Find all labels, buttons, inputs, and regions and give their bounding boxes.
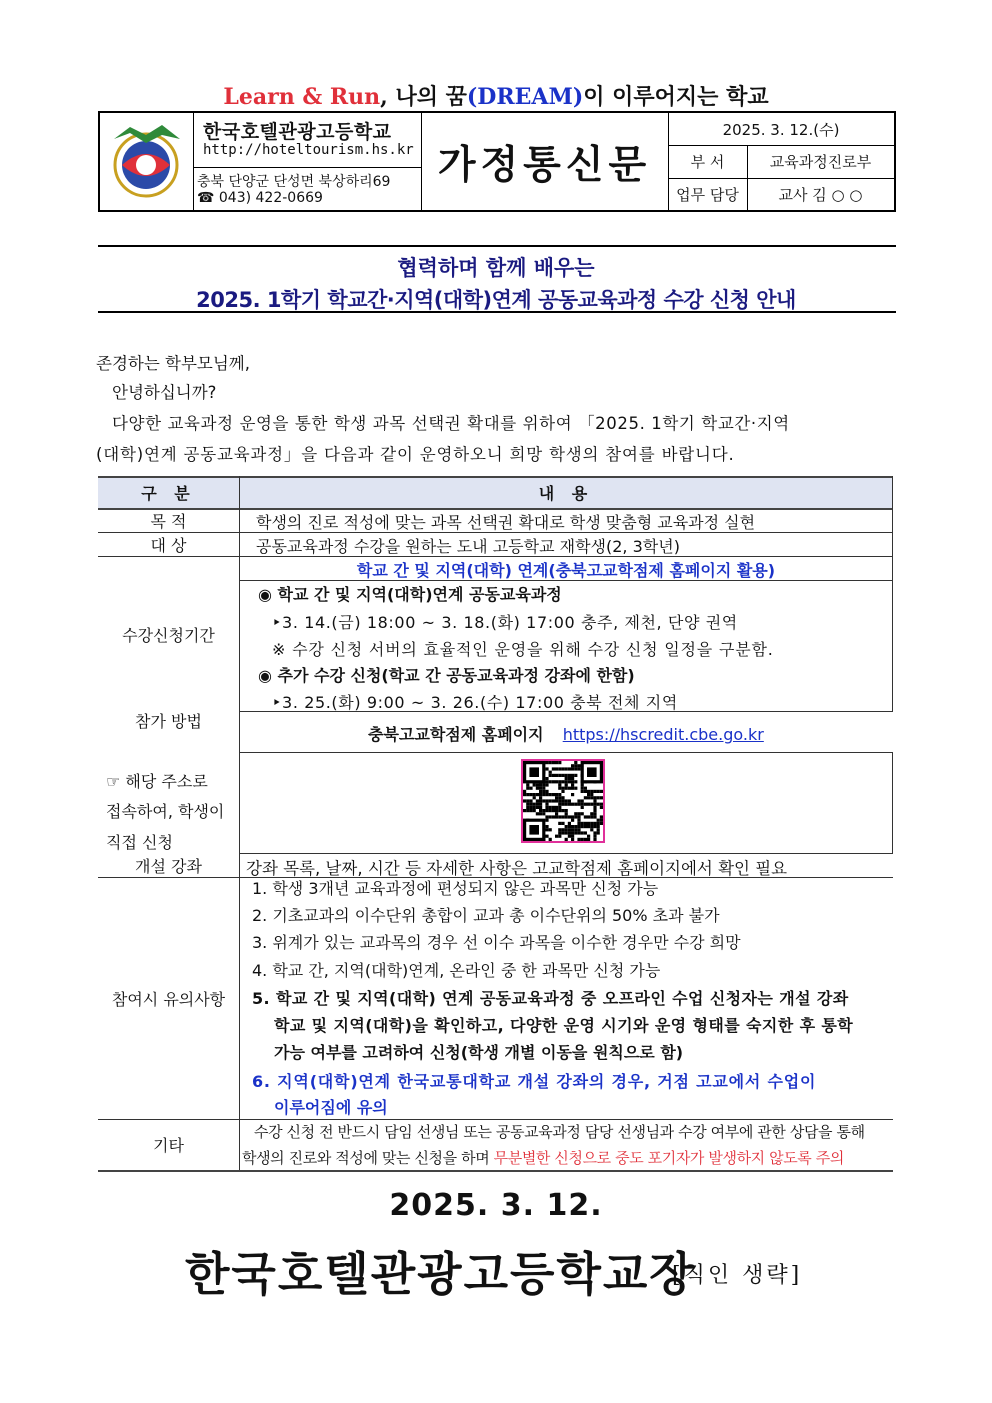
- school-info-cell: [193, 113, 422, 210]
- period-item2-detail: ‣3. 25.(화) 9:00 ~ 3. 26.(수) 17:00 충북 전체 지역: [272, 693, 678, 712]
- staff-value: 교사 김 ○ ○: [778, 185, 863, 204]
- intro-body-line1: 다양한 교육과정 운영을 통한 학생 과목 선택권 확대를 위하여 「2025. 1학기 학교간·지역: [112, 414, 790, 433]
- school-motto: [0, 80, 992, 111]
- method-note-line1: ☞ 해당 주소로: [106, 771, 208, 791]
- period-item2: ◉ 추가 수강 신청(학교 간 공동교육과정 강좌에 한함): [258, 666, 635, 685]
- col-header-category: 구 분: [141, 484, 196, 503]
- note-item: 3. 위계가 있는 교과목의 경우 선 이수 과목을 이수한 경우만 수강 희망: [252, 933, 741, 952]
- school-address: 충북 단양군 단성면 북상하리69: [197, 174, 391, 190]
- target-label: 대 상: [150, 535, 187, 555]
- table-bottom-border: [98, 1170, 893, 1172]
- dept-row: [668, 145, 894, 179]
- dept-label: 부 서: [668, 145, 748, 178]
- row-divider: [239, 853, 893, 854]
- note-item-6-line1: 6. 지역(대학)연계 한국교통대학교 개설 강좌의 경우, 거점 고교에서 수업이: [252, 1072, 817, 1091]
- doc-date: 2025. 3. 12.(수): [668, 113, 894, 146]
- purpose-value: 학생의 진로 적성에 맞는 과목 선택권 확대로 학생 맞춤형 교육과정 실현: [256, 513, 756, 532]
- course-value: 강좌 목록, 날짜, 시간 등 자세한 사항은 고교학점제 홈페이지에서 확인 필요: [246, 859, 788, 878]
- footer-date: 2025. 3. 12.: [389, 1188, 603, 1223]
- note-item-6-line2: 이루어짐에 유의: [274, 1098, 388, 1117]
- doc-title: 가정통신문: [437, 142, 652, 188]
- method-note-line2: 접속하여, 학생이: [106, 801, 225, 821]
- staff-row: [668, 178, 894, 210]
- motto-learn-run: Learn & Run: [223, 84, 381, 110]
- method-site-name: 충북고교학점제 홈페이지: [368, 725, 544, 744]
- target-value: 공동교육과정 수강을 원하는 도내 고등학교 재학생(2, 3학년): [256, 537, 680, 556]
- headline-line2: 2025. 1학기 학교간·지역(대학)연계 공동교육과정 수강 신청 안내: [196, 288, 796, 312]
- etc-line2-plain: 학생의 진로와 적성에 맞는 신청을 하며: [242, 1149, 494, 1167]
- col-divider: [239, 877, 240, 1170]
- purpose-label: 목 적: [150, 511, 187, 531]
- headline-top-rule: [98, 245, 896, 247]
- notes-label: 참여시 유의사항: [111, 989, 226, 1009]
- principal-name: 한국호텔관광고등학교장: [185, 1247, 696, 1301]
- letter-header: [98, 111, 896, 212]
- headline-bottom-rule: [98, 311, 896, 313]
- period-item1-detail: ‣3. 14.(금) 18:00 ~ 3. 18.(화) 17:00 충주, 제천, 단양 권역: [272, 613, 738, 632]
- etc-warning: 무분별한 신청으로 중도 포기자가 발생하지 않도록 주의: [493, 1149, 844, 1167]
- etc-line2: [242, 1147, 896, 1168]
- school-logo-cell: [100, 113, 194, 210]
- course-label: 개설 강좌: [135, 856, 202, 876]
- etc-label: 기타: [153, 1136, 184, 1155]
- method-site-link[interactable]: https://hscredit.cbe.go.kr: [562, 725, 764, 744]
- method-label: 참가 방법: [135, 711, 202, 731]
- school-phone: ☎ 043) 422-0669: [197, 190, 323, 206]
- method-site: [368, 722, 992, 745]
- intro-greeting: 존경하는 학부모님께,: [96, 354, 250, 373]
- school-name: 한국호텔관광고등학교: [203, 121, 392, 143]
- motto-dream: (DREAM): [466, 84, 584, 110]
- headline-line1: 협력하며 함께 배우는: [397, 256, 595, 280]
- school-url-link[interactable]: http://hoteltourism.hs.kr: [203, 142, 414, 158]
- note-item: 4. 학교 간, 지역(대학)연계, 온라인 중 한 과목만 신청 가능: [252, 961, 661, 980]
- note-item: 1. 학생 3개년 교육과정에 편성되지 않은 과목만 신청 가능: [252, 879, 659, 898]
- motto-dream-prefix: , 나의 꿈: [380, 84, 467, 110]
- note-item-5-line1: 5. 학교 간 및 지역(대학) 연계 공동교육과정 중 오프라인 수업 신청자는 개설 강좌: [252, 989, 849, 1008]
- school-emblem-icon: [100, 113, 193, 210]
- note-item-5-line3: 가능 여부를 고려하여 신청(학생 개별 이동을 원칙으로 함): [274, 1043, 684, 1062]
- col-header-content: 내 용: [538, 484, 594, 503]
- qr-code[interactable]: [521, 759, 605, 843]
- etc-line1: 수강 신청 전 반드시 담임 선생님 또는 공동교육과정 담당 선생님과 수강 여부에 관한 상담을 통해: [254, 1123, 865, 1141]
- period-item1: ◉ 학교 간 및 지역(대학)연계 공동교육과정: [258, 585, 562, 604]
- note-item-5-line2: 학교 및 지역(대학)을 확인하고, 다양한 운영 시기와 운영 형태를 숙지한 후 통학: [274, 1016, 854, 1035]
- period-title: 학교 간 및 지역(대학) 연계(충북고교학점제 홈페이지 활용): [356, 561, 776, 580]
- qr-code-icon: [523, 761, 603, 841]
- motto-suffix: 이 이루어지는 학교: [583, 84, 769, 110]
- method-note-line3: 직접 신청: [106, 832, 173, 852]
- table-right-border: [892, 752, 893, 853]
- seal-note: [직인 생략]: [672, 1263, 803, 1288]
- row-divider: [239, 752, 893, 753]
- period-label: 수강신청기간: [122, 625, 215, 645]
- staff-label: 업무 담당: [668, 178, 748, 210]
- intro-hello: 안녕하십니까?: [112, 383, 217, 402]
- period-item1-note: ※ 수강 신청 서버의 효율적인 운영을 위해 수강 신청 일정을 구분함.: [272, 640, 774, 659]
- school-cell-divider: [193, 167, 421, 168]
- intro-body-line2: (대학)연계 공동교육과정」을 다음과 같이 운영하오니 희망 학생의 참여를 바랍니다.: [96, 445, 735, 464]
- dept-value: 교육과정진로부: [769, 153, 872, 171]
- note-item: 2. 기초교과의 이수단위 총합이 교과 총 이수단위의 50% 초과 불가: [252, 906, 720, 925]
- doc-title-cell: [421, 113, 669, 210]
